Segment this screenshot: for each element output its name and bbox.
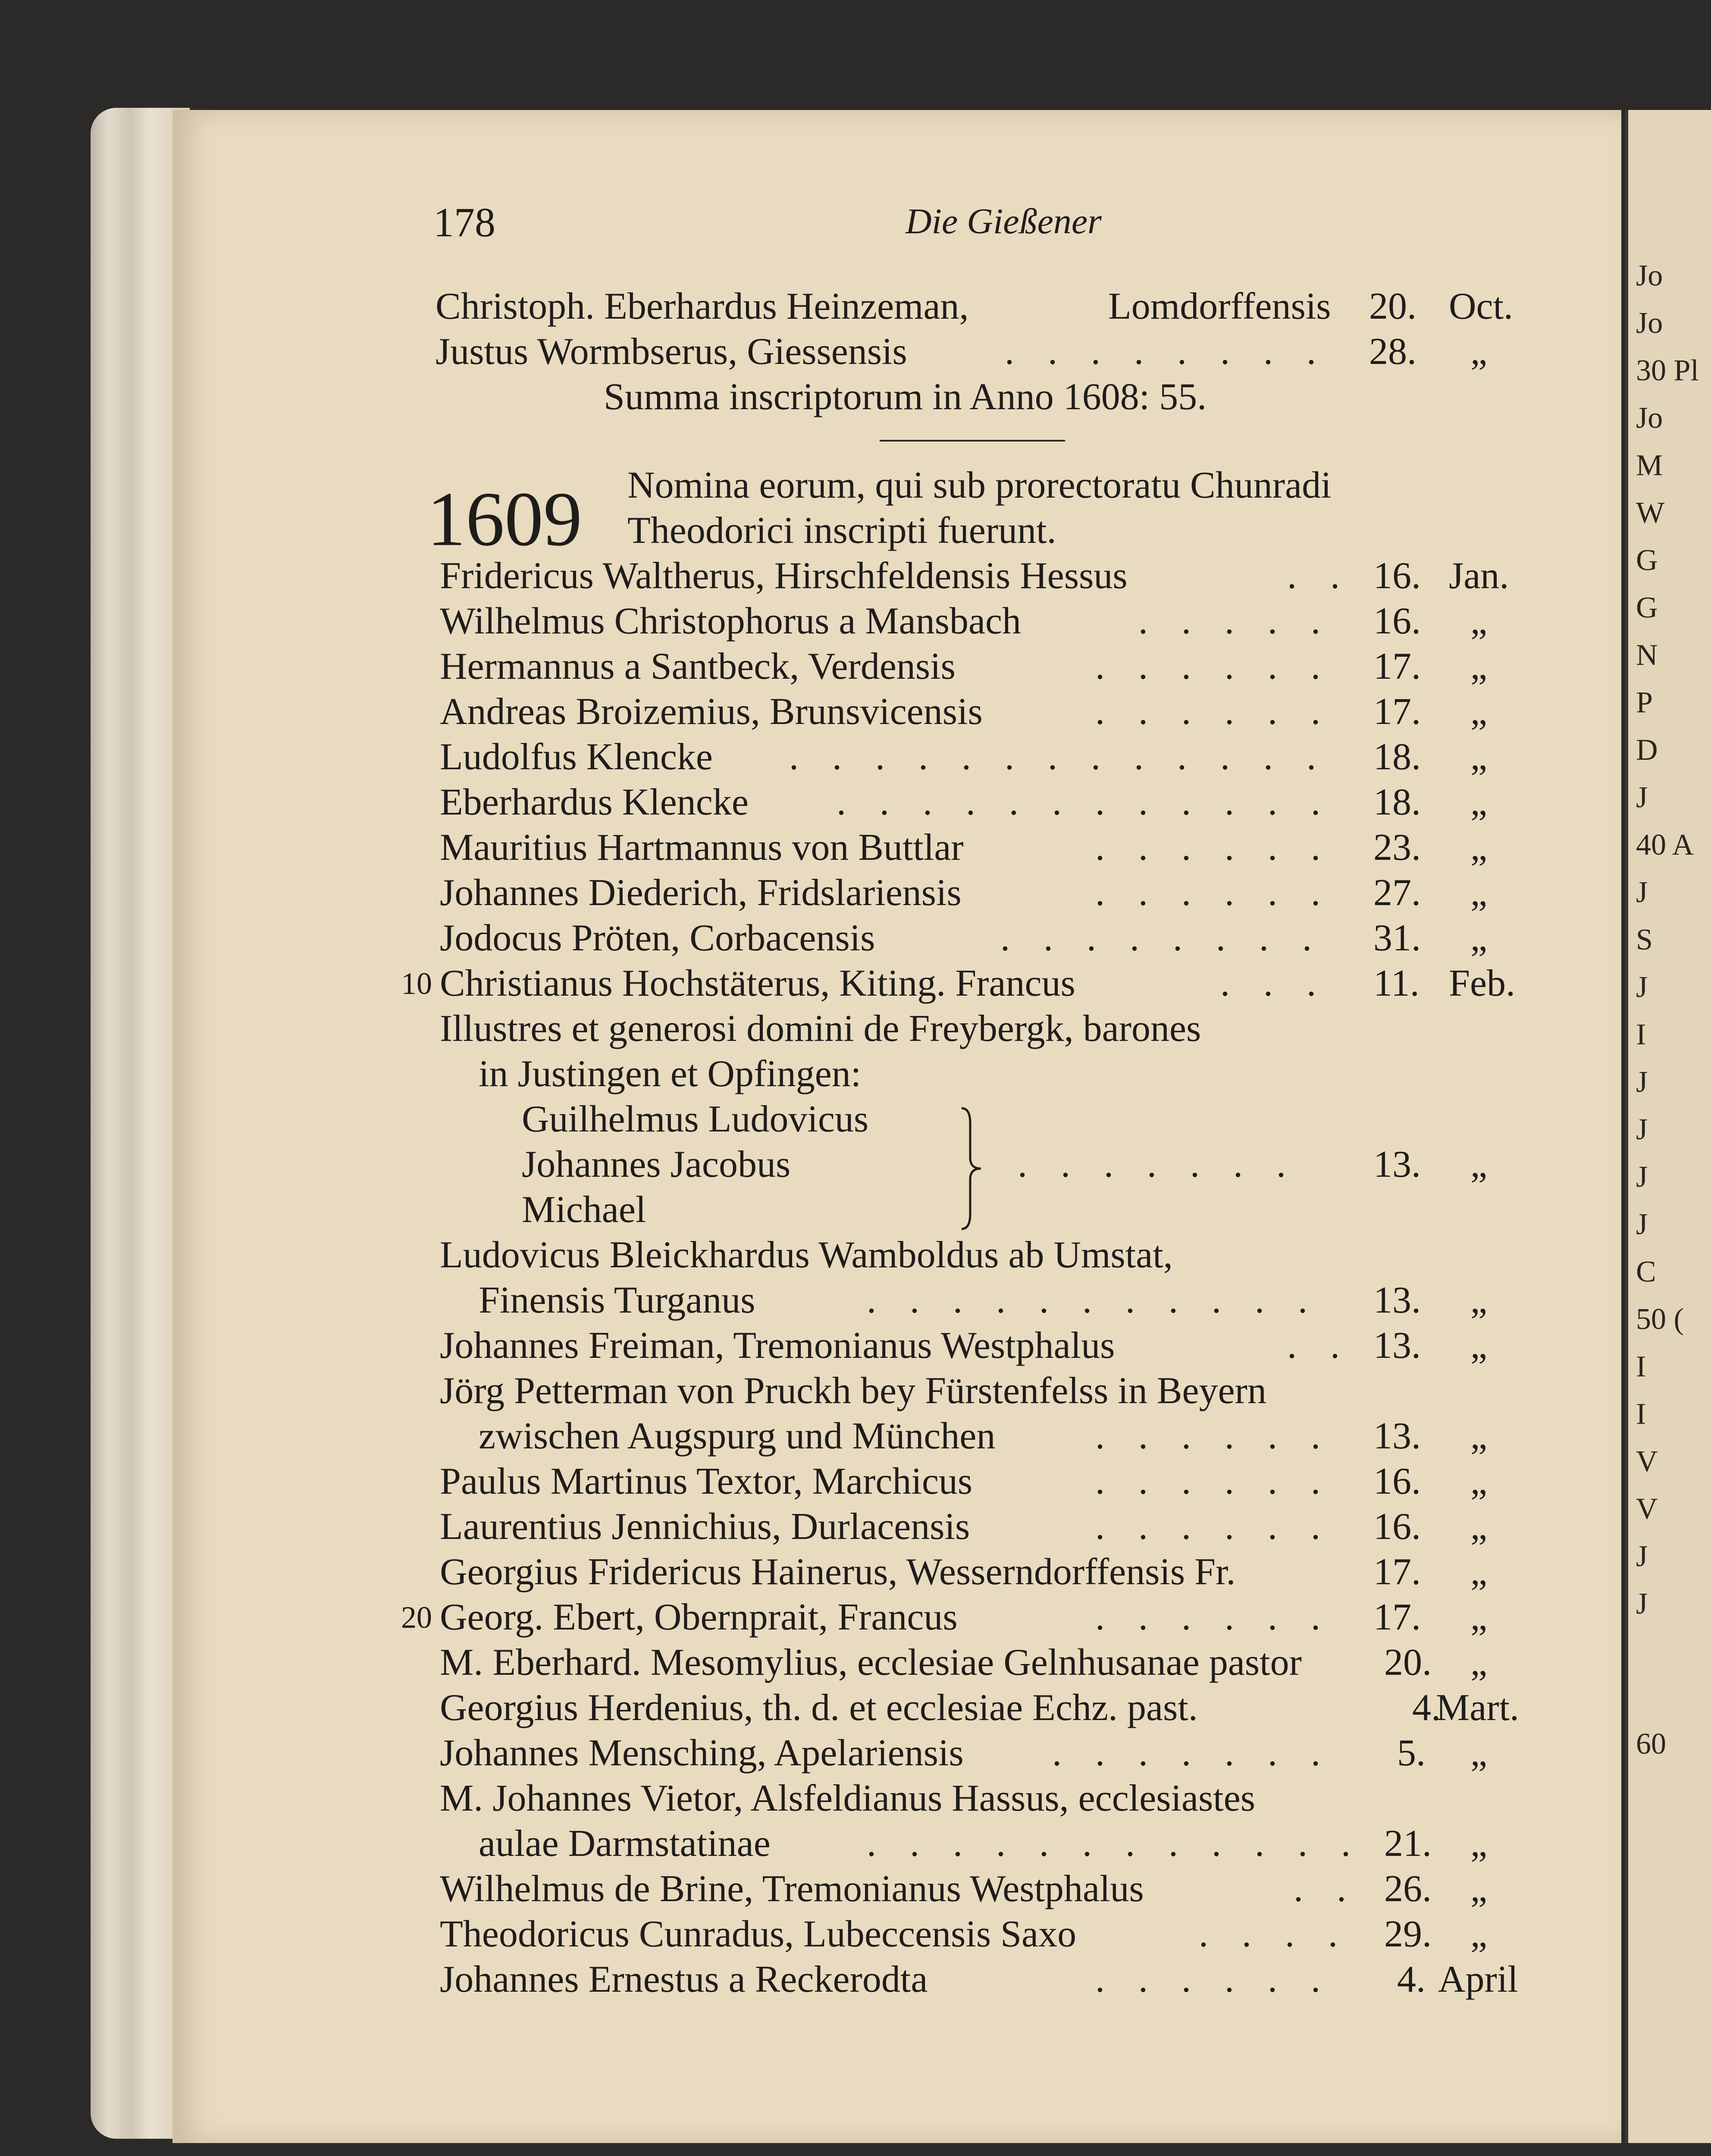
leader-dots: . . . . . . — [1095, 872, 1332, 914]
leader-dots: . . . . . . . . — [1000, 917, 1324, 959]
entry-text: Theodoricus Cunradus, Lubeccensis Saxo — [440, 1913, 1077, 1955]
curly-brace — [957, 1106, 983, 1231]
entry-month: „ — [1470, 1823, 1488, 1865]
entry-month: „ — [1470, 1460, 1488, 1502]
facing-fragment: S — [1636, 923, 1653, 956]
leader-dots: . . — [1287, 1325, 1352, 1366]
entry-day: 20. — [1369, 285, 1416, 327]
entry-month: Jan. — [1449, 555, 1509, 597]
entry-day: 4. — [1397, 1959, 1426, 2000]
entry-text: zwischen Augspurg und München — [479, 1415, 996, 1457]
leader-dots: . . . . . . . . . . . . — [837, 781, 1332, 823]
baron-name: Johannes Jacobus — [522, 1144, 791, 1185]
leader-dots: . . . . . . — [1095, 646, 1332, 687]
leader-dots: . . — [1287, 555, 1352, 597]
leader-dots: . . . . . — [1138, 600, 1332, 642]
entry-text: Georg. Ebert, Obernprait, Francus — [440, 1596, 958, 1638]
entry-text: Paulus Martinus Textor, Marchicus — [440, 1460, 973, 1502]
facing-fragment: J — [1636, 876, 1648, 909]
facing-fragment: J — [1636, 1540, 1648, 1573]
leader-dots: . . . . . . — [1095, 1415, 1332, 1457]
entry-day: 13. — [1373, 1144, 1421, 1185]
entry-text: Wilhelmus Christophorus a Mansbach — [440, 600, 1022, 642]
entry-text: Finensis Turganus — [479, 1279, 755, 1321]
running-title: Die Gießener — [906, 201, 1102, 241]
leader-dots: . . . . . . . . — [1005, 331, 1328, 373]
entry-day: 17. — [1373, 691, 1421, 733]
entry-text: Eberhardus Klencke — [440, 781, 749, 823]
facing-fragment: 30 Pl — [1636, 354, 1699, 387]
summa-line: Summa inscriptorum in Anno 1608: 55. — [604, 376, 1207, 418]
leader-dots: . . . . . . . . . . . . . — [789, 736, 1328, 778]
facing-page-edge — [1625, 110, 1711, 2143]
facing-fragment: W — [1636, 496, 1665, 530]
entry-month: „ — [1470, 736, 1488, 778]
entry-day: 16. — [1373, 555, 1421, 597]
leader-dots: . . . . . . — [1095, 1596, 1332, 1638]
facing-fragment: 50 ( — [1636, 1303, 1684, 1336]
facing-fragment: N — [1636, 639, 1658, 672]
entry-day: 17. — [1373, 1596, 1421, 1638]
entry-text: Laurentius Jennichius, Durlacensis — [440, 1506, 970, 1548]
leader-dots: . . . — [1220, 962, 1328, 1004]
entry-text: Jodocus Pröten, Corbacensis — [440, 917, 875, 959]
facing-fragment: J — [1636, 1113, 1648, 1146]
facing-fragment: 40 A — [1636, 828, 1694, 862]
entry-day: 18. — [1373, 736, 1421, 778]
facing-fragment: V — [1636, 1492, 1658, 1526]
entry-text: Andreas Broizemius, Brunsvicensis — [440, 691, 983, 733]
entry-day: 31. — [1373, 917, 1421, 959]
entry-1608-1 — [436, 285, 969, 328]
entry-text: M. Eberhard. Mesomylius, ecclesiae Gelnhusanae pastor — [440, 1642, 1302, 1683]
facing-fragment: 60 — [1636, 1727, 1666, 1761]
entry-day: 28. — [1369, 331, 1416, 373]
facing-fragment: V — [1636, 1445, 1658, 1478]
entry-month: „ — [1470, 691, 1488, 733]
entry-day: 13. — [1373, 1325, 1421, 1366]
entry-month: „ — [1470, 1913, 1488, 1955]
entry-text: Georgius Fridericus Hainerus, Wesserndorffensis Fr. — [440, 1551, 1236, 1593]
line-number: 20 — [401, 1600, 432, 1635]
leader-dots: . . . . . . — [1095, 1506, 1332, 1548]
entry-month: „ — [1470, 1415, 1488, 1457]
section-heading-line1: Nomina eorum, qui sub prorectoratu Chunradi — [627, 464, 1332, 506]
entry-origin: Lomdorffensis — [1108, 285, 1331, 327]
leader-dots: . . . . . . . — [1018, 1144, 1298, 1185]
facing-fragment: J — [1636, 971, 1648, 1004]
leader-dots: . . . . . . — [1095, 1959, 1332, 2000]
entry-text: Johannes Ernestus a Reckerodta — [440, 1959, 928, 2000]
entry-text: Georgius Herdenius, th. d. et ecclesiae Echz. past. — [440, 1687, 1198, 1729]
entry-month: April — [1438, 1959, 1518, 2000]
entry-month: „ — [1470, 1144, 1488, 1185]
entry-month: „ — [1470, 1325, 1488, 1366]
facing-fragment: P — [1636, 686, 1653, 719]
leader-dots: . . . . . . . . . . . — [867, 1279, 1319, 1321]
facing-fragment: J — [1636, 1065, 1648, 1099]
entry-month: „ — [1470, 331, 1488, 373]
entry-month: „ — [1470, 1279, 1488, 1321]
facing-fragment: J — [1636, 781, 1648, 814]
entry-month: „ — [1470, 1506, 1488, 1548]
entry-day: 16. — [1373, 1506, 1421, 1548]
entry-day: 4. — [1412, 1687, 1441, 1729]
entry-name: Christoph. Eberhardus Heinzeman, — [436, 285, 969, 327]
leader-dots: . . — [1294, 1868, 1358, 1910]
entry-day: 29. — [1384, 1913, 1432, 1955]
entry-text: Wilhelmus de Brine, Tremonianus Westphalus — [440, 1868, 1144, 1910]
entry-1608-2: Justus Wormbserus, Giessensis — [436, 331, 907, 373]
entry-day: 23. — [1373, 827, 1421, 868]
entry-text: Johannes Freiman, Tremonianus Westphalus — [440, 1325, 1115, 1366]
facing-fragment: I — [1636, 1350, 1646, 1383]
entry-month: „ — [1470, 1868, 1488, 1910]
facing-fragment: J — [1636, 1160, 1648, 1194]
entry-text: Ludolfus Klencke — [440, 736, 713, 778]
entry-month: „ — [1470, 1596, 1488, 1638]
facing-fragment: G — [1636, 591, 1658, 624]
book-page — [172, 110, 1621, 2143]
entry-text: Christianus Hochstäterus, Kiting. Francus — [440, 962, 1075, 1004]
entry-text: Mauritius Hartmannus von Buttlar — [440, 827, 964, 868]
facing-fragment: I — [1636, 1398, 1646, 1431]
entry-month: „ — [1470, 917, 1488, 959]
entry-month: „ — [1470, 646, 1488, 687]
entry-text: Illustres et generosi domini de Freybergk, barones — [440, 1008, 1201, 1050]
entry-month: Mart. — [1436, 1687, 1520, 1729]
entry-day: 17. — [1373, 646, 1421, 687]
entry-text: Hermannus a Santbeck, Verdensis — [440, 646, 956, 687]
year-heading: 1609 — [427, 476, 582, 562]
entry-text: Ludovicus Bleickhardus Wamboldus ab Umstat, — [440, 1234, 1173, 1276]
leader-dots: . . . . . . — [1095, 691, 1332, 733]
entry-month: „ — [1470, 827, 1488, 868]
line-number: 10 — [401, 966, 432, 1001]
entry-month: Feb. — [1449, 962, 1515, 1004]
section-heading-line2: Theodorici inscripti fuerunt. — [627, 510, 1056, 552]
facing-fragment: D — [1636, 733, 1658, 767]
entry-day: 16. — [1373, 600, 1421, 642]
facing-fragment: Jo — [1636, 307, 1663, 340]
entry-text: Johannes Mensching, Apelariensis — [440, 1732, 964, 1774]
entry-text: Fridericus Waltherus, Hirschfeldensis Hessus — [440, 555, 1128, 597]
entry-month: Oct. — [1449, 285, 1514, 327]
facing-fragment: J — [1636, 1208, 1648, 1241]
entry-text: Johannes Diederich, Fridslariensis — [440, 872, 962, 914]
entry-month: „ — [1470, 1551, 1488, 1593]
entry-month: „ — [1470, 781, 1488, 823]
entry-day: 21. — [1384, 1823, 1432, 1865]
entry-month: „ — [1470, 600, 1488, 642]
baron-name: Michael — [522, 1189, 646, 1231]
entry-text: Jörg Petterman von Pruckh bey Fürstenfelss in Beyern — [440, 1370, 1266, 1412]
entry-day: 20. — [1384, 1642, 1432, 1683]
entry-month: „ — [1470, 1642, 1488, 1683]
entry-day: 18. — [1373, 781, 1421, 823]
leader-dots: . . . . . . — [1095, 1460, 1332, 1502]
entry-day: 16. — [1373, 1460, 1421, 1502]
leader-dots: . . . . . . . . . . . . — [867, 1823, 1363, 1865]
leader-dots: . . . . — [1199, 1913, 1350, 1955]
entry-day: 27. — [1373, 872, 1421, 914]
facing-fragment: G — [1636, 544, 1658, 577]
entry-day: 26. — [1384, 1868, 1432, 1910]
entry-day: 13. — [1373, 1415, 1421, 1457]
baron-name: Guilhelmus Ludovicus — [522, 1098, 869, 1140]
facing-fragment: Jo — [1636, 401, 1663, 435]
entry-text: in Justingen et Opfingen: — [479, 1053, 862, 1095]
leader-dots: . . . . . . . — [1052, 1732, 1332, 1774]
entry-day: 13. — [1373, 1279, 1421, 1321]
entry-month: „ — [1470, 1732, 1488, 1774]
entry-month: „ — [1470, 872, 1488, 914]
entry-text: aulae Darmstatinae — [479, 1823, 771, 1865]
facing-fragment: I — [1636, 1018, 1646, 1051]
entry-day: 11. — [1373, 962, 1420, 1004]
facing-fragment: C — [1636, 1255, 1656, 1288]
leader-dots: . . . . . . — [1095, 827, 1332, 868]
page-number: 178 — [433, 199, 495, 245]
section-divider — [880, 440, 1065, 442]
entry-text: M. Johannes Vietor, Alsfeldianus Hassus, ecclesiastes — [440, 1777, 1256, 1819]
facing-fragment: M — [1636, 449, 1663, 482]
entry-day: 5. — [1397, 1732, 1426, 1774]
entry-day: 17. — [1373, 1551, 1421, 1593]
facing-fragment: Jo — [1636, 259, 1663, 292]
facing-fragment: J — [1636, 1587, 1648, 1620]
